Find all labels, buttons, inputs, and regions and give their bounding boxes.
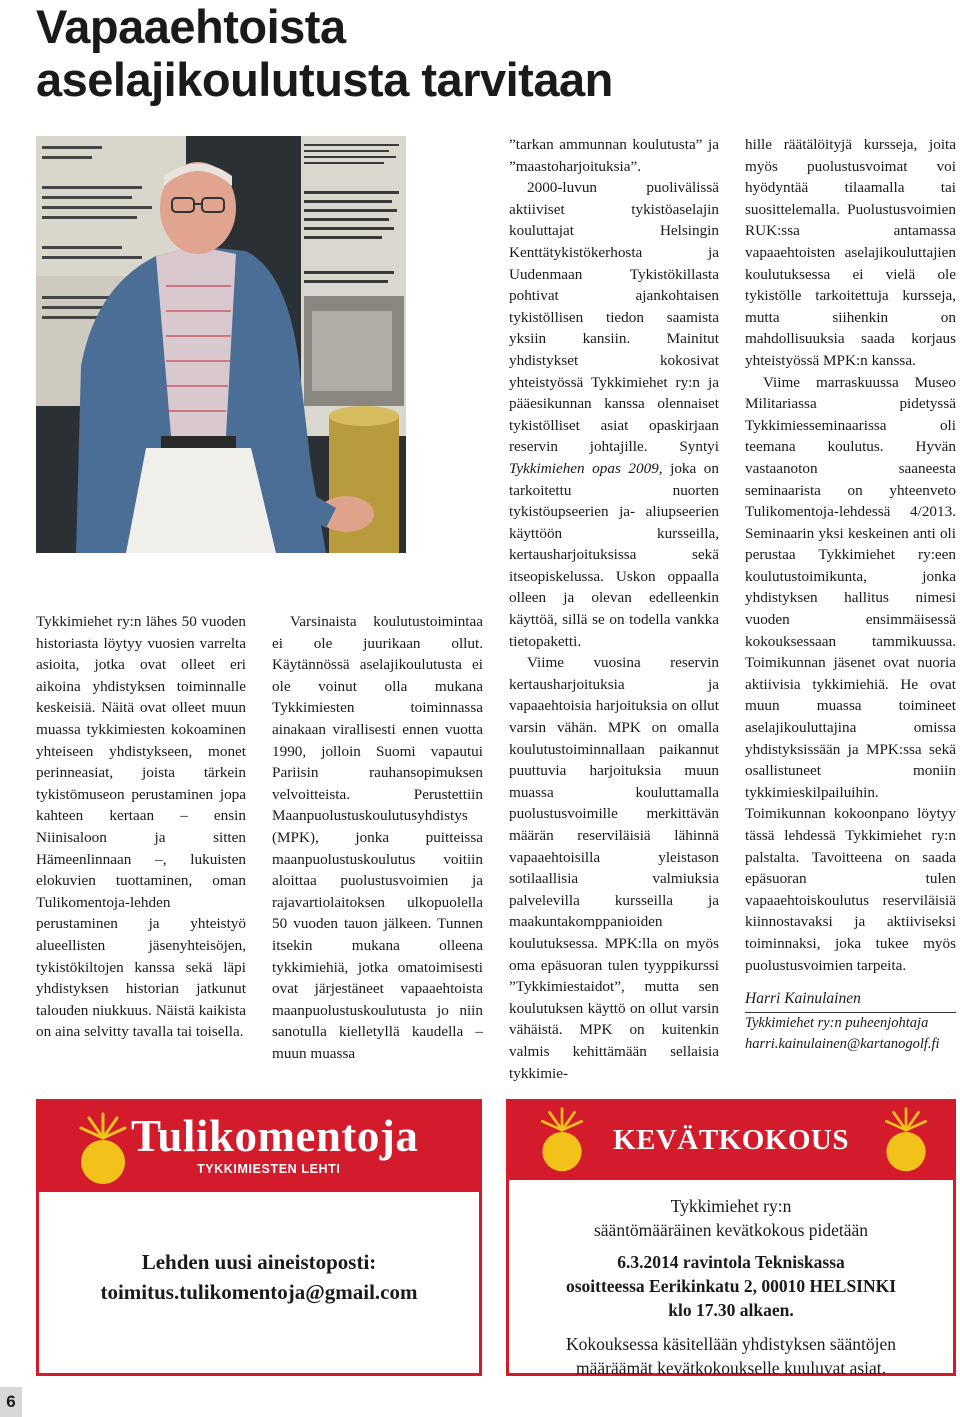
article-column-1	[36, 611, 246, 1043]
article-column-4	[745, 134, 956, 1055]
paragraph: hille räätälöityjä kursseja, joita myös puolustusvoimat voi hyödyntää tilaamalla tai suosittelemalla. Puolustusvoimien RUK:ssa antamassa vapaaehtoisten aselajikouluttajien koulutuksessa ei vielä ole tykistölle tarkoitettuja kursseja, mutta siihenkin on mahdollisuuksia saada korjaus yhteistyössä MPK:n kanssa.	[745, 136, 956, 369]
kevatkokous-banner	[509, 1102, 953, 1180]
photo-illustration	[36, 136, 406, 553]
paragraph: Viime vuosina reservin kertausharjoituksia ja vapaaehtoisia harjoituksia on ollut varsin vähän. MPK on omalla koulutustoiminnallaan paikannut puuttuvia harjoituksia muun muassa kouluttamalla puolustusvoimille merkittävän määrän reserviläisiä lähinnä vapaaehtoisilla yleistason sotilaallisia valmiuksia palvelevilla kursseilla ja maakuntakomppanioiden koulutuksessa. MPK:lla on myös oma epäsuoran tulen tyyppikurssi ”Tykkimiestaidot”, mutta sen koulutuksen käyttö on ollut varsin vähäistä. MPK on kuitenkin valmis kehittämään sellaisia tykkimie-	[509, 654, 719, 1082]
headline-line-1: Vapaaehtoista	[36, 0, 346, 53]
kevatkokous-notice-box	[506, 1099, 956, 1376]
article-headline	[36, 0, 736, 106]
notice-date: 6.3.2014 ravintola Tekniskassa	[617, 1252, 845, 1272]
author-role: Tykkimiehet ry:n puheenjohtaja	[745, 1014, 929, 1031]
paragraph: Varsinaista koulutustoimintaa ei ole juurikaan ollut. Käytännössä aselajikoulutusta ei ole voinut olla mukana Tykkimiesten toiminnassa ainakaan virallisesti ennen vuotta 1990, jolloin Suomi vapautui Pariisin rauhansopimuksen velvoitteista. Perustettiin Maanpuolustuskoulutusyhdistys (MPK), jonka puitteissa maanpuolustuskoulutus voitiin aloittaa puolustusvoimien ja rajavartiolaitoksen ulkopuolella 50 vuoden tauon jälkeen. Tunnen itsekin mukana olleena tykkimiehiä, jotka omatoimisesti ovat järjestäneet vapaaehtoista maanpuolustuskoulutusta jo niin sanotulla kielletyllä kaudella – muun muassa	[272, 613, 483, 1062]
page-number: 6	[0, 1387, 22, 1417]
notice-line-1: Tykkimiehet ry:n	[670, 1196, 792, 1216]
kevatkokous-details	[509, 1194, 953, 1380]
grenade-icon	[881, 1106, 931, 1174]
notice-line-2: sääntömääräinen kevätkokous pidetään	[593, 1220, 869, 1240]
notice-time: klo 17.30 alkaen.	[668, 1300, 794, 1320]
ad-contact-email[interactable]: toimitus.tulikomentoja@gmail.com	[100, 1280, 418, 1304]
headline-line-2: aselajikoulutusta tarvitaan	[36, 53, 613, 106]
author-signature	[745, 988, 956, 1055]
tulikomentoja-logo: Tulikomentoja	[131, 1111, 419, 1161]
notice-line-3: Kokouksessa käsitellään yhdistyksen sääntöjen	[565, 1334, 896, 1354]
paragraph: Viime marraskuussa Museo Militariassa pidetyssä Tykkimiesseminaarissa oli teemana koulutus. Hyvän vastaanoton saaneesta seminaarista on yhteenveto Tulikomentoja-lehdessä 4/2013. Seminaarin yksi keskeinen anti oli perustaa Tykkimiehet ry:een koulutustoimikunta, jonka yhdistyksen hallitus nimesi vuoden ensimmäisessä kokouksessaan tammikuussa. Toimikunnan jäsenet ovat nuoria aktiivisia tykkimiehiä. He ovat muun muassa toimineet aselajikouluttajina omissa yhdistyksissään ja MPK:ssa sekä osallistuneet moniin tykkimieskilpailuihin. Toimikunnan kokoonpano löytyy tässä lehdessä Tykkimiehet ry:n palstalta. Tavoitteena on saada epäsuoran tulen vapaaehtoiskoulutus reserviläisiä kiinnostavaksi ja aktiiviseksi toiminnaksi, joka tukee myös puolustusvoimien tarpeita.	[745, 373, 956, 974]
paragraph: Tykkimiehet ry:n lähes 50 vuoden historiasta löytyy vuosien varrelta asioita, jotka ovat olleet eri aikoina yhdistyksen toiminnalle keskeisiä. Näitä ovat olleet muun muassa tykkimiesten kokoaminen yhteiseen yhdistykseen, monet perinneasiat, joista tärkein tykistömuseon perustaminen jopa kahteen kertaan – ensin Niinisaloon ja sitten Hämeenlinnaan –, lukuisten elokuvien tuottaminen, oman Tulikomentoja-lehden perustaminen ja yhteistyö alueellisten jäsenyhteisöjen, tykistökiltojen kanssa sekä läpi yhdistyksen historian jatkunut talouden niukkuus. Näistä kaikista on aina selvitty tavalla tai toisella.	[36, 613, 246, 1041]
paragraph: 2000-luvun puolivälissä aktiiviset tykistöaselajin kouluttajat Helsingin Kenttätykistökerhosta ja Uudenmaan Tykistökillasta pohtivat ajankohtaisen tykistöllisen tiedon saamista yksiin kansiin. Mainitut yhdistykset kokosivat yhteistyössä Tykkimiehet ry:n ja pääesikunnan kanssa olennaiset tykistölliset asiat opaskirjaan reservin johtajille. Syntyi Tykkimiehen opas 2009, joka on tarkoitettu nuorten tykistöupseerien ja- aliupseerien käyttöön kursseilla, kertausharjoituksissa sekä itseopiskelussa. Uskon oppaalla olleen ja olevan edelleenkin käyttöä, sillä se on todella vankka tietopaketti.	[509, 179, 719, 650]
tulikomentoja-banner	[39, 1102, 479, 1192]
tulikomentoja-subtitle: TYKKIMIESTEN LEHTI	[197, 1162, 341, 1176]
ad-contact-label: Lehden uusi aineistoposti:	[141, 1250, 377, 1274]
notice-address: osoitteessa Eerikinkatu 2, 00010 HELSINKI	[565, 1276, 897, 1296]
kevatkokous-title: KEVÄTKOKOUS	[613, 1124, 849, 1156]
notice-agenda	[509, 1332, 953, 1380]
notice-date-venue	[509, 1250, 953, 1322]
grenade-icon	[75, 1112, 131, 1186]
man-portrait-photo	[36, 136, 406, 553]
article-column-2	[272, 611, 483, 1064]
tulikomentoja-ad-box	[36, 1099, 482, 1376]
notice-line-4: määräämät kevätkokoukselle kuuluvat asiat.	[575, 1358, 887, 1378]
author-email[interactable]: harri.kainulainen@kartanogolf.fi	[745, 1035, 940, 1052]
author-name: Harri Kainulainen	[745, 988, 956, 1013]
ad-contact-text	[39, 1247, 479, 1307]
article-column-3	[509, 134, 719, 1084]
guide-title: Tykkimiehen opas 2009	[509, 459, 659, 477]
paragraph: ”tarkan ammunnan koulutusta” ja ”maastoharjoituksia”.	[509, 136, 719, 175]
